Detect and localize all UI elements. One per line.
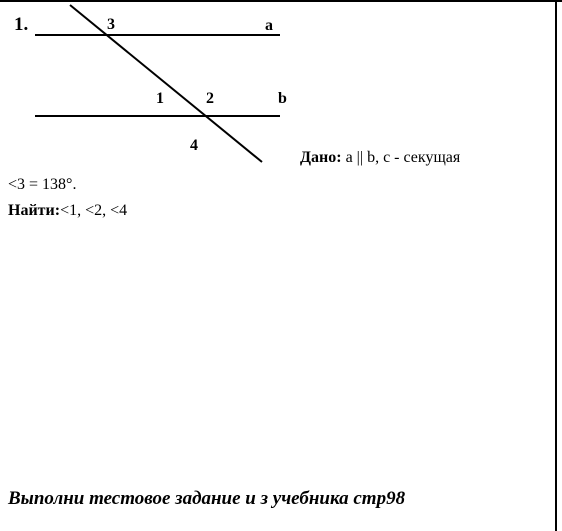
find-label: Найти:	[8, 202, 61, 219]
secant-line-c	[70, 5, 262, 162]
angle-1-label: 1	[156, 90, 164, 107]
line-b-label: b	[278, 90, 287, 107]
line-a-label: a	[265, 17, 273, 34]
angle-4-label: 4	[190, 137, 198, 154]
given-statement	[300, 148, 460, 168]
angle-2-label: 2	[206, 90, 214, 107]
given-text: a || b, c - секущая	[341, 149, 461, 166]
angle-3-label: 3	[107, 16, 115, 33]
angle-condition: <3 = 138°.	[8, 176, 77, 193]
problem-number: 1.	[14, 14, 29, 35]
parallel-lines-diagram	[0, 0, 300, 170]
find-statement	[8, 201, 127, 221]
task-instruction: Выполни тестовое задание и з учебника стр98	[8, 488, 406, 509]
find-text: <1, <2, <4	[60, 202, 128, 219]
right-border	[555, 0, 557, 531]
given-label: Дано:	[300, 149, 342, 166]
